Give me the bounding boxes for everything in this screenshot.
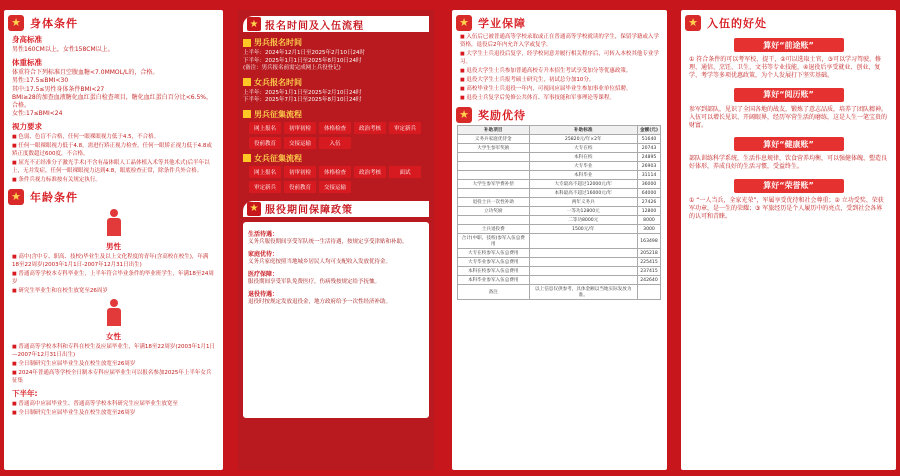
table-row: [458, 285, 661, 300]
table-cell: 大学生参军学费补偿: [458, 180, 530, 189]
table-cell: 26903: [638, 162, 661, 171]
flow-step: 初审初检: [284, 122, 316, 134]
flow-step: 政治考核: [354, 166, 386, 178]
table-row: [458, 207, 661, 216]
benefit-text: 参军到部队，见识了全国各地的战友，锻炼了意志品质，培养了团队精神。入伍可以增长见识、开阔眼界，经历军营生活的磨练，这是人生一笔宝贵的财富。: [689, 105, 888, 130]
edu-item: ■ 退役大学生士兵参加普通高校专升本招生考试享受加分等优惠政策。: [460, 67, 659, 75]
table-header: 补助标准: [529, 126, 638, 135]
table-cell: 27426: [638, 198, 661, 207]
table-cell: [529, 249, 638, 258]
guarantee-item: 医疗保障：: [248, 270, 279, 278]
table-cell: 31114: [638, 171, 661, 180]
section-header: [8, 188, 223, 205]
table-row: [458, 276, 661, 285]
weight-line: 女性:17≤BMI<24: [12, 110, 63, 118]
table-cell: 本科在校参军入伍总费用: [458, 267, 530, 276]
table-row: [458, 198, 661, 207]
female-person-icon: [106, 299, 122, 327]
vision-item: ■ 屈光不正经准分子激光手术(不含有晶体眼人工晶体植入术等其他术式)后半年以上，无并发症，任何一眼裸眼视力达到4.8，眼底检查正常，除条件兵外合格。: [12, 159, 215, 175]
vision-item: ■ 任何一眼裸眼视力低于4.8，需进行矫正视力检查，任何一眼矫正视力低于4.8或矫正度数超过600度，不合格。: [12, 142, 215, 158]
table-row: [458, 225, 661, 234]
table-cell: 大专在校参军入伍总费用: [458, 249, 530, 258]
table-cell: 205218: [638, 249, 661, 258]
star-icon: ★: [8, 189, 24, 205]
vision-item: ■ 色弱、色盲不合格，任何一眼裸眼视力低于4.5，不合格。: [12, 133, 215, 141]
table-cell: 士兵退役费: [458, 225, 530, 234]
table-cell: 以上信息仅供参考，具体金额以当地实际发放为准。: [529, 285, 638, 300]
table-cell: 237415: [638, 267, 661, 276]
flow-step: 初审初检: [284, 166, 316, 178]
table-cell: 本科毕业: [529, 171, 638, 180]
table-cell: 36000: [638, 180, 661, 189]
flow-step: 审定新兵: [249, 181, 281, 193]
table-cell: 二等功8000元: [529, 216, 638, 225]
star-icon: ★: [8, 15, 24, 31]
bullet-square: [243, 39, 251, 47]
female-item: ■ 普通高等学校本科和专科在校生及应届毕业生，年满18至22周岁(2003年1月1日—2007年12月31日出生): [12, 343, 215, 359]
second-item: ■ 普通高中应届毕业生、普通高等学校本科研究生应届毕业生放宽至: [12, 400, 215, 408]
female-reg-title: 女兵报名时间: [254, 77, 302, 87]
guarantee-text: 义务兵家庭按照当地城乡居民人均可支配收入发放优待金。: [248, 258, 392, 265]
ribbon-honor: 算好“荣誉账”: [734, 179, 844, 193]
star-icon: ★: [247, 202, 261, 216]
flow-step: 体格检查: [319, 166, 351, 178]
table-cell: 242640: [638, 276, 661, 285]
table-header: 补助项目: [458, 126, 530, 135]
guarantee-box: [243, 222, 429, 418]
guarantee-item: 生活待遇：: [248, 230, 279, 238]
reg-line: 下半年：2025年1月1日至2025年8月10日24时: [243, 57, 362, 64]
table-row: [458, 216, 661, 225]
section-title: 服役期间保障政策: [265, 205, 353, 216]
table-row: [458, 258, 661, 267]
table-cell: 退役士兵一次性补助: [458, 198, 530, 207]
star-icon: ★: [247, 17, 261, 31]
table-cell: 51640: [638, 135, 661, 144]
guarantee-text: 服役期间享受军队免费医疗，伤病残按规定给予抚恤。: [248, 278, 381, 285]
section-header: [456, 106, 667, 123]
table-row: [458, 249, 661, 258]
table-header: 金额(元): [638, 126, 661, 135]
flow-step: 审定新兵: [389, 122, 421, 134]
female-label: 女性: [106, 332, 121, 342]
section-title: 学业保障: [478, 16, 526, 30]
male-label: 男性: [106, 242, 121, 252]
female-item: ■ 全日制研究生应届毕业生及在校生放宽至26周岁: [12, 360, 215, 368]
second-item: ■ 全日制研究生应届毕业生及在校生放宽至26周岁: [12, 409, 215, 417]
table-cell: [529, 267, 638, 276]
table-row: [458, 144, 661, 153]
table-cell: 备注: [458, 285, 530, 300]
edu-item: ■ 退役士兵复学后免修公共体育、军事技能和军事理论等课程。: [460, 94, 659, 102]
table-cell: 大专最高不超过12000元/年: [529, 180, 638, 189]
bullet-square: [243, 78, 251, 86]
table-cell: 立功奖励: [458, 207, 530, 216]
table-cell: 25820元/年×2年: [529, 135, 638, 144]
bullet-square: [243, 154, 251, 162]
table-cell: [458, 189, 530, 198]
female-item: ■ 2024年普通高等学校全日制本专科应届毕业生可以报名参加2025年上半年女兵征集: [12, 369, 215, 385]
star-icon: ★: [456, 15, 472, 31]
table-cell: 20743: [638, 144, 661, 153]
panel-registration: [238, 10, 434, 470]
panel-education: [452, 10, 667, 470]
table-cell: 本科最高不超过16000元/年: [529, 189, 638, 198]
table-cell: [458, 153, 530, 162]
table-row: [458, 189, 661, 198]
flow-step: 网上报名: [249, 122, 281, 134]
table-cell: 64000: [638, 189, 661, 198]
flow-step: 交接运输: [284, 137, 316, 149]
flow-step: 面试: [389, 166, 421, 178]
edu-item: ■ 大学生士兵退役后复学，经学校同意并履行相关程序后，可转入本校其他专业学习。: [460, 50, 659, 66]
flow-step: 役前教育: [249, 137, 281, 149]
vision-item: ■ 条件兵视力标准按有关规定执行。: [12, 176, 215, 184]
table-row: [458, 267, 661, 276]
second-half-label: 下半年:: [12, 389, 38, 399]
table-cell: 大专毕业参军入伍总费用: [458, 258, 530, 267]
section-header: [456, 14, 667, 31]
age-item: ■ 普通高等学校本专科毕业生，上半年符合毕业条件的毕业班学生，年满18至24周岁: [12, 270, 215, 286]
table-cell: [638, 285, 661, 300]
table-row: [458, 234, 661, 249]
section-header: [685, 14, 896, 31]
female-flow: [249, 166, 429, 193]
table-cell: 大专毕业: [529, 162, 638, 171]
weight-text: 体重符合下列标准且空腹血糖<7.0MMOL/L的，合格。: [12, 69, 159, 77]
section-header: [8, 14, 223, 31]
male-person-icon: [106, 209, 122, 237]
reg-line: 上半年：2025年1月1日至2025年2月10日24时: [243, 89, 362, 96]
ribbon-experience: 算好“阅历账”: [734, 88, 844, 102]
table-cell: 1500元/年: [529, 225, 638, 234]
table-cell: 本科在校: [529, 153, 638, 162]
vision-title: 视力要求: [12, 122, 42, 132]
table-cell: 163498: [638, 234, 661, 249]
height-text: 男性160CM以上，女性158CM以上。: [12, 46, 114, 53]
section-header: [243, 201, 429, 217]
edu-item: ■ 退役大学生士兵报考硕士研究生，初试总分加10分。: [460, 76, 659, 84]
table-cell: 3000: [638, 225, 661, 234]
benefit-text: ① “一人当兵，全家光荣”，军属享受优待和社会尊重；② 立功受奖、荣获军功章，是一生的荣耀；③ 军旅经历是个人履历中的亮点，受到社会各界的认可和青睐。: [689, 196, 884, 221]
flow-step: 体格检查: [319, 122, 351, 134]
table-row: [458, 153, 661, 162]
flow-step: 交接运输: [319, 181, 351, 193]
ribbon-health: 算好“健康账”: [734, 137, 844, 151]
reg-line: 下半年：2025年7月1日至2025年8月10日24时: [243, 97, 362, 103]
table-cell: [529, 234, 638, 249]
guarantee-item: 退役待遇：: [248, 290, 279, 298]
weight-title: 体重标准: [12, 58, 42, 68]
table-cell: [529, 276, 638, 285]
male-flow-title: 男兵征集流程: [254, 109, 302, 119]
section-title: 入伍的好处: [707, 16, 767, 30]
male-flow: [249, 122, 429, 149]
section-title: 报名时间及入伍流程: [265, 20, 364, 32]
panel-benefits: [681, 10, 896, 470]
table-cell: 合计(中职、技校)参军入伍总费用: [458, 234, 530, 249]
benefit-text: 部队训练科学系统，生活作息规律，饮食营养均衡，可以强健体魄、塑造良好体形，养成良好的生活习惯，受益终生。: [689, 155, 888, 171]
flow-step: 网上报名: [249, 166, 281, 178]
table-cell: 8000: [638, 216, 661, 225]
age-item: ■ 研究生毕业生和在校生放宽至26周岁: [12, 287, 215, 295]
star-icon: ★: [456, 107, 472, 123]
table-cell: 本科毕业参军入伍总费用: [458, 276, 530, 285]
table-cell: [529, 258, 638, 267]
bullet-square: [243, 110, 251, 118]
table-cell: [458, 216, 530, 225]
flow-step: 政治考核: [354, 122, 386, 134]
guarantee-text: 义务兵服役期间享受军队统一生活待遇，按规定享受津贴和补助。: [248, 238, 408, 245]
table-cell: 225415: [638, 258, 661, 267]
table-row: [458, 171, 661, 180]
section-title: 身体条件: [30, 16, 78, 30]
benefit-text: ① 符合条件的可以考军校、提干，②可以选取士官，③可以学习驾驶、修理、通信、烹饪、卫生、文书等专业技能，④退役后享受就业、创业、复学、考学等多项优惠政策，为个人发展打下坚实基础。: [689, 56, 882, 80]
table-cell: 两年义务兵: [529, 198, 638, 207]
guarantee-text: 退役时按规定发放退役金，地方政府给予一次性经济补助。: [248, 298, 392, 305]
age-item: ■ 高中(含中专、职高、技校)毕业生及以上文化程度的青年(含高校在校生)，年满18至22周岁(2003年1月1日-2007年12月31日出生): [12, 253, 215, 269]
reg-line: 上半年：2024年12月1日至2025年2月10日24时: [243, 50, 365, 56]
table-row: [458, 162, 661, 171]
table-cell: 大学生参军奖励: [458, 144, 530, 153]
table-cell: [458, 162, 530, 171]
weight-line: 其中:17.5≤男性身体条件BMI<27: [12, 85, 105, 93]
guarantee-item: 家庭优待：: [248, 250, 279, 258]
table-row: [458, 180, 661, 189]
female-flow-title: 女兵征集流程: [254, 153, 302, 163]
flow-step: 入伍: [319, 137, 351, 149]
height-title: 身高标准: [12, 35, 42, 44]
table-cell: 12800: [638, 207, 661, 216]
award-table: [457, 125, 661, 300]
table-row: [458, 135, 661, 144]
reg-line: (备注：男兵报名前需完成网上兵役登记): [243, 65, 341, 71]
weight-line: BMI≥28的加查血液糖化血红蛋白检查项目，糖化血红蛋白百分比<6.5%，合格。: [12, 93, 212, 110]
male-reg-title: 男兵报名时间: [254, 38, 302, 47]
table-cell: 一等功12800元: [529, 207, 638, 216]
panel-body-conditions: [4, 10, 223, 470]
flow-step: 役前教育: [284, 181, 316, 193]
edu-item: ■ 高校毕业生士兵退役一年内，可视同应届毕业生参加事业单位招聘。: [460, 85, 659, 93]
section-title: 奖励优待: [478, 108, 526, 122]
edu-item: ■ 入伍后已被普通高等学校录取或正在普通高等学校就读的学生，保留学籍或入学资格，退役后2年内允许入学或复学。: [460, 33, 659, 49]
weight-line: 男性:17.5≤BMI<30: [12, 77, 69, 85]
ribbon-future: 算好“前途账”: [734, 38, 844, 52]
section-title: 年龄条件: [30, 190, 78, 204]
section-header: [243, 16, 429, 32]
table-cell: 义务兵家庭优待金: [458, 135, 530, 144]
table-cell: 大专在校: [529, 144, 638, 153]
star-icon: ★: [685, 15, 701, 31]
table-cell: [458, 171, 530, 180]
table-cell: 24895: [638, 153, 661, 162]
